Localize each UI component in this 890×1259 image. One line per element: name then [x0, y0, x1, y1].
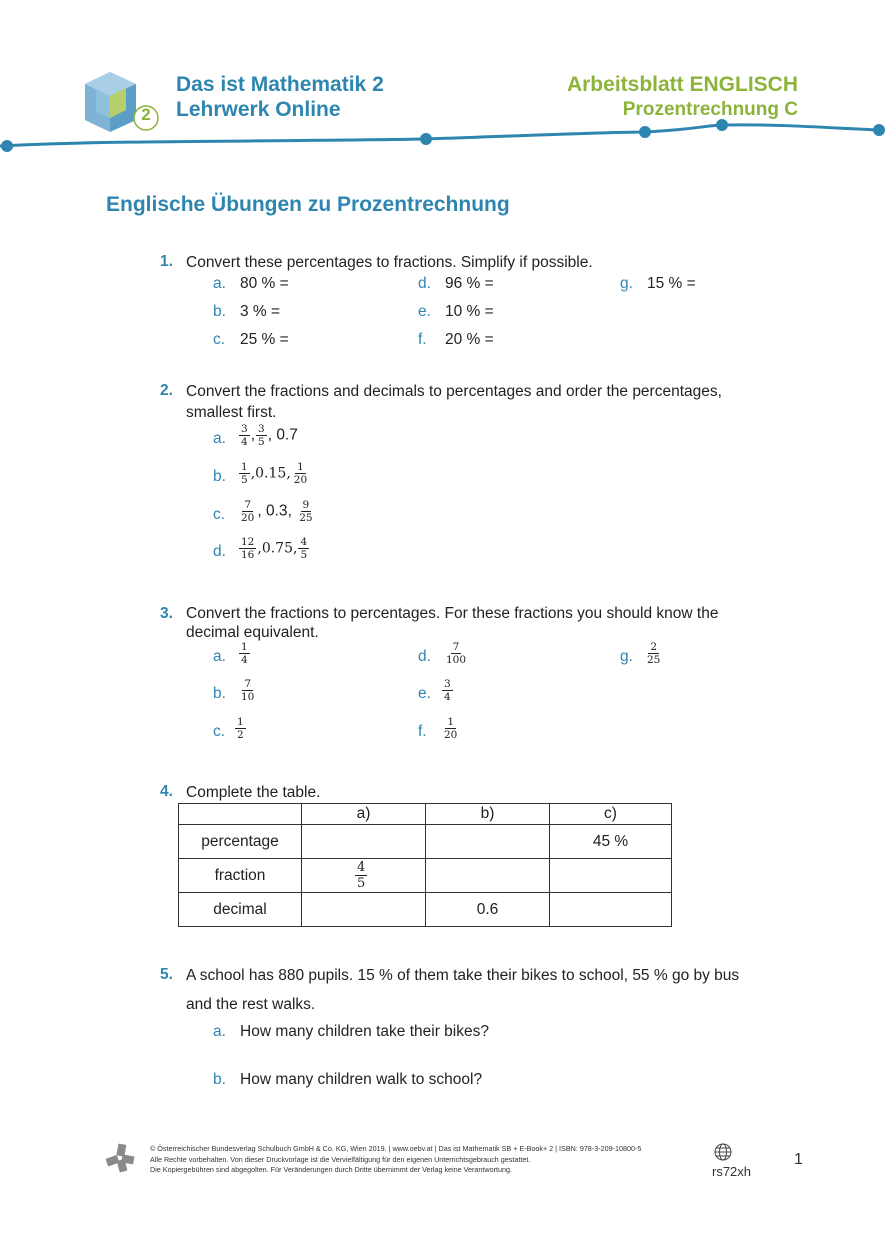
q1-item-e: 10 % =	[445, 303, 494, 320]
q3-item-e	[441, 678, 454, 703]
fraction: $\frac{1}{5}$	[241, 461, 248, 486]
table-cell	[302, 825, 426, 859]
q3-label-b: b.	[213, 685, 226, 702]
globe-icon[interactable]	[713, 1142, 733, 1162]
footer-copyright	[150, 1144, 641, 1176]
table-row	[179, 825, 672, 859]
q2-item-c: $\frac{7}{20}$ , 0.3, $\frac{9}{25}$	[241, 499, 313, 524]
table-cell: 45 %	[550, 825, 672, 859]
fraction: $\frac{1}{20}$	[293, 461, 308, 486]
q1-label-e: e.	[418, 303, 431, 320]
q5-label-a: a.	[213, 1023, 226, 1040]
fraction: $\frac{3}{5}$	[258, 423, 265, 448]
online-code[interactable]: rs72xh	[712, 1164, 752, 1179]
footer-line-2: Alle Rechte vorbehalten. Von dieser Druckvorlage ist die Vervielfältigung für den eigenen Unterrichtsgebrauch gestattet.	[150, 1154, 531, 1164]
conversion-table	[178, 803, 672, 927]
q5-item-b: How many children walk to school?	[240, 1071, 483, 1088]
q1-label-g: g.	[620, 275, 633, 292]
table-header-cell: c)	[550, 804, 672, 825]
fraction: $\frac{4}{5}$	[357, 860, 366, 891]
book-logo-cube	[82, 70, 162, 136]
q5-number: 5.	[160, 966, 173, 983]
q2-label-c: c.	[213, 506, 226, 523]
q1-item-f: 20 % =	[445, 331, 494, 348]
table-cell	[550, 859, 672, 893]
sheet-title: Arbeitsblatt ENGLISCH	[566, 73, 798, 96]
q1-label-a: a.	[213, 275, 226, 292]
table-cell	[426, 825, 550, 859]
publisher-logo-icon	[104, 1142, 136, 1174]
table-header-row	[179, 804, 672, 825]
table-row	[179, 859, 672, 893]
q3-text: Convert the fractions to percentages. For these fractions you should know the decimal equivalent.	[186, 605, 719, 641]
q3-number: 3.	[160, 605, 173, 622]
q1-item-a: 80 % =	[240, 275, 289, 292]
q1-label-b: b.	[213, 303, 226, 320]
fraction: $\frac{2}{25}$	[647, 641, 661, 666]
q2-text: Convert the fractions and decimals to percentages and order the percentages, smallest first.	[186, 383, 722, 421]
book-title: Das ist Mathematik 2	[176, 73, 384, 96]
fraction: $\frac{9}{25}$	[299, 499, 313, 524]
fraction: $\frac{1}{4}$	[241, 641, 248, 666]
table-row	[179, 893, 672, 927]
q3-label-d: d.	[418, 648, 431, 665]
q5-text-line2: and the rest walks.	[186, 996, 316, 1013]
q1-item-c: 25 % =	[240, 331, 289, 348]
q3-item-f	[441, 716, 460, 741]
q3-item-c	[234, 716, 247, 741]
fraction: $\frac{3}{4}$	[241, 423, 248, 448]
fraction: $\frac{12}{16}$	[241, 536, 255, 561]
q1-item-b: 3 % =	[240, 303, 281, 320]
q3-label-e: e.	[418, 685, 431, 702]
fraction: $\frac{7}{10}$	[241, 678, 255, 703]
sheet-title-block	[567, 72, 798, 122]
q2-label-b: b.	[213, 468, 226, 485]
q3-item-d	[443, 641, 469, 666]
table-row-label: fraction	[179, 859, 302, 893]
page-title: Englische Übungen zu Prozentrechnung	[106, 193, 510, 216]
q5-label-b: b.	[213, 1071, 226, 1088]
footer-line-1: © Österreichischer Bundesverlag Schulbuch GmbH & Co. KG, Wien 2019. | www.oebv.at | Das ist Mathematik SB + E-Book+ 2 | ISBN: 978-3-209-10800-5	[150, 1144, 642, 1153]
table-cell	[302, 893, 426, 927]
q2-item-a: $\frac{3}{4}$ , $\frac{3}{5}$ , 0.7	[241, 423, 298, 448]
book-title-block	[176, 72, 384, 122]
table-row-label: decimal	[179, 893, 302, 927]
fraction: $\frac{1}{2}$	[237, 716, 244, 741]
q1-text: Convert these percentages to fractions. Simplify if possible.	[186, 254, 593, 271]
q4-number: 4.	[160, 783, 173, 800]
q1-item-g: 15 % =	[647, 275, 696, 292]
q1-label-d: d.	[418, 275, 431, 292]
table-cell	[426, 859, 550, 893]
q1-label-c: c.	[213, 331, 226, 348]
logo-number: 2	[141, 105, 151, 124]
q3-label-g: g.	[620, 648, 633, 665]
table-cell	[550, 893, 672, 927]
q3-label-a: a.	[213, 648, 226, 665]
q2-item-d: $\frac{12}{16}$ ,0.75, $\frac{4}{5}$	[241, 536, 308, 561]
q2-number: 2.	[160, 382, 173, 399]
q1-label-f: f.	[418, 331, 427, 348]
page-number: 1	[794, 1151, 803, 1168]
fraction: $\frac{7}{100}$	[446, 641, 467, 666]
q4-text: Complete the table.	[186, 784, 321, 801]
fraction: $\frac{3}{4}$	[444, 678, 451, 703]
q2-label-a: a.	[213, 430, 226, 447]
q3-item-b	[238, 678, 257, 703]
table-cell: 0.6	[426, 893, 550, 927]
fraction: $\frac{7}{20}$	[241, 499, 255, 524]
sheet-subtitle: Prozentrechnung C	[622, 99, 798, 120]
fraction: $\frac{1}{20}$	[444, 716, 458, 741]
q5-text-line1: A school has 880 pupils. 15 % of them take their bikes to school, 55 % go by bus	[186, 967, 740, 984]
q1-number: 1.	[160, 253, 173, 270]
book-subtitle: Lehrwerk Online	[176, 98, 341, 121]
q3-item-a	[238, 641, 251, 666]
table-header-cell	[179, 804, 302, 825]
table-cell	[302, 859, 426, 893]
q3-item-g	[644, 641, 663, 666]
q3-label-f: f.	[418, 723, 427, 740]
q2-label-d: d.	[213, 543, 226, 560]
footer-line-3: Die Kopiergebühren sind abgegolten. Für Veränderungen durch Dritte übernimmt der Verlag keine Verantwortung.	[150, 1165, 512, 1174]
q5-item-a: How many children take their bikes?	[240, 1023, 489, 1040]
fraction: $\frac{4}{5}$	[300, 536, 308, 561]
table-row-label: percentage	[179, 825, 302, 859]
q1-item-d: 96 % =	[445, 275, 494, 292]
q2-item-b: $\frac{1}{5}$ ,0.15, $\frac{1}{20}$	[241, 461, 308, 486]
table-header-cell: a)	[302, 804, 426, 825]
table-header-cell: b)	[426, 804, 550, 825]
q3-label-c: c.	[213, 723, 226, 740]
